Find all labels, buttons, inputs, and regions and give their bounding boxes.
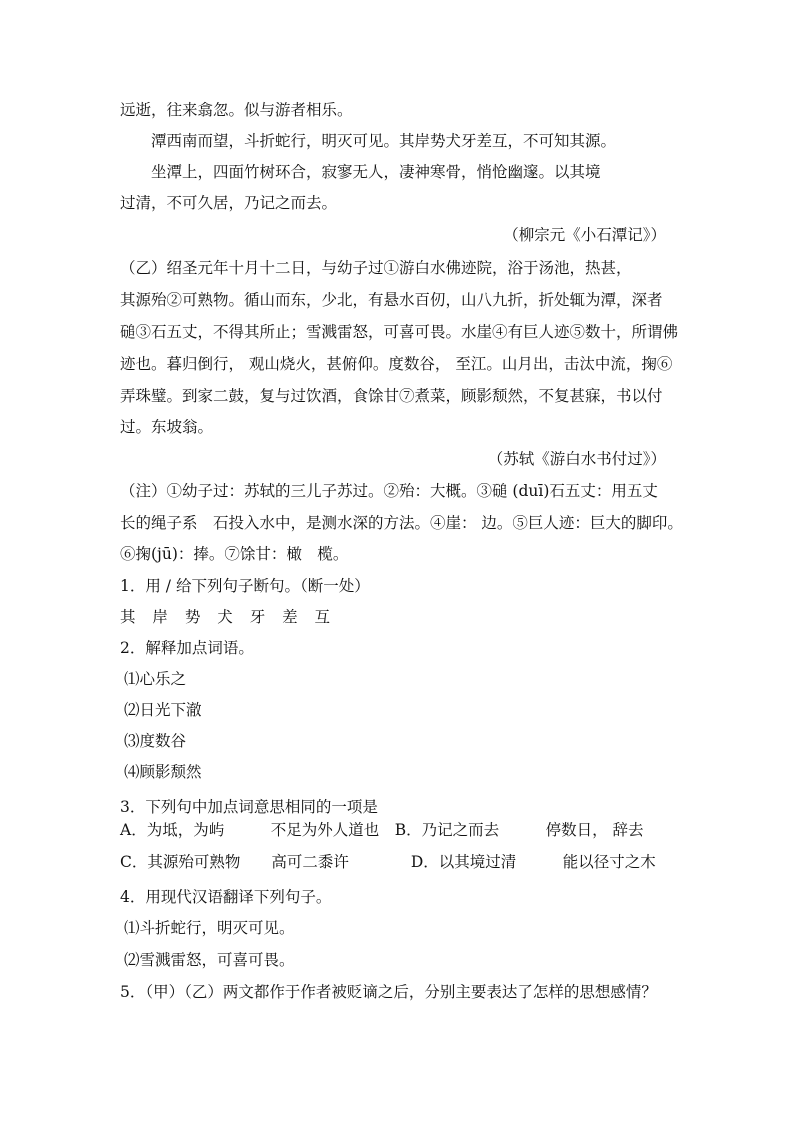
notes-line-3: ⑥掬(jū)：捧。⑦馀甘：橄 榄。: [120, 545, 349, 563]
question-2-item-3: ⑶度数谷: [124, 732, 187, 750]
passage-a-source: （柳宗元《小石潭记》）: [503, 226, 666, 244]
passage-b-line-2: 其源殆②可熟物。循山而东，少北，有悬水百仞，山八九折，折处辄为潭，深者: [120, 291, 663, 309]
notes-line-1: （注）①幼子过：苏轼的三儿子苏过。②殆：大概。③磓 (duī)石五丈：用五丈: [120, 482, 658, 500]
question-2: 2．解释加点词语。: [120, 639, 254, 657]
question-3-options-row-1: A．为坻，为屿 不足为外人道也 B．乃记之而去 停数日， 辞去: [120, 821, 644, 839]
notes-line-2: 长的绳子系 石投入水中，是测水深的方法。④崖： 边。⑤巨人迹：巨大的脚印。: [120, 514, 683, 532]
passage-b-line-4: 迹也。暮归倒行， 观山烧火，甚俯仰。度数谷， 至江。山月出，击汰中流，掬⑥: [120, 355, 673, 373]
passage-a-paragraph-1-tail: 远逝，往来翕忽。似与游者相乐。: [120, 101, 353, 119]
passage-b-line-3: 磓③石五丈，不得其所止；雪溅雷怒，可喜可畏。水崖④有巨人迹⑤数十，所谓佛: [120, 323, 679, 341]
question-4-item-1: ⑴斗折蛇行，明灭可见。: [124, 919, 295, 937]
passage-b-line-6: 过。东坡翁。: [120, 418, 214, 436]
passage-b-source: （苏轼《游白水书付过》）: [487, 450, 666, 468]
passage-b-line-1: （乙）绍圣元年十月十二日，与幼子过①游白水佛迹院，浴于汤池，热甚，: [120, 259, 632, 277]
question-2-item-2: ⑵日光下澈: [124, 701, 202, 719]
question-4-item-2: ⑵雪溅雷怒，可喜可畏。: [124, 951, 295, 969]
question-1-sentence: 其 岸 势 犬 牙 差 互: [120, 608, 337, 626]
question-5: 5．（甲）（乙）两文都作于作者被贬谪之后，分别主要表达了怎样的思想感情？: [120, 983, 657, 1001]
passage-a-paragraph-3-line-1: 坐潭上，四面竹树环合，寂寥无人，凄神寒骨，悄怆幽邃。以其境: [151, 163, 601, 181]
question-3: 3．下列句中加点词意思相同的一项是: [120, 798, 378, 816]
question-1: 1．用 / 给下列句子断句。（断一处）: [120, 577, 370, 595]
question-2-item-1: ⑴心乐之: [124, 670, 187, 688]
passage-a-paragraph-2: 潭西南而望，斗折蛇行，明灭可见。其岸势犬牙差互，不可知其源。: [151, 132, 617, 150]
passage-b-line-5: 弄珠璧。到家二鼓，复与过饮酒，食馀甘⑦煮菜，顾影颓然，不复甚寐，书以付: [120, 387, 663, 405]
question-3-options-row-2: C．其源殆可熟物 高可二黍许 D．以其境过清 能以径寸之木: [120, 853, 656, 871]
passage-a-paragraph-3-line-2: 过清，不可久居，乃记之而去。: [120, 194, 338, 212]
question-4: 4．用现代汉语翻译下列句子。: [120, 888, 332, 906]
question-2-item-4: ⑷顾影颓然: [124, 763, 202, 781]
